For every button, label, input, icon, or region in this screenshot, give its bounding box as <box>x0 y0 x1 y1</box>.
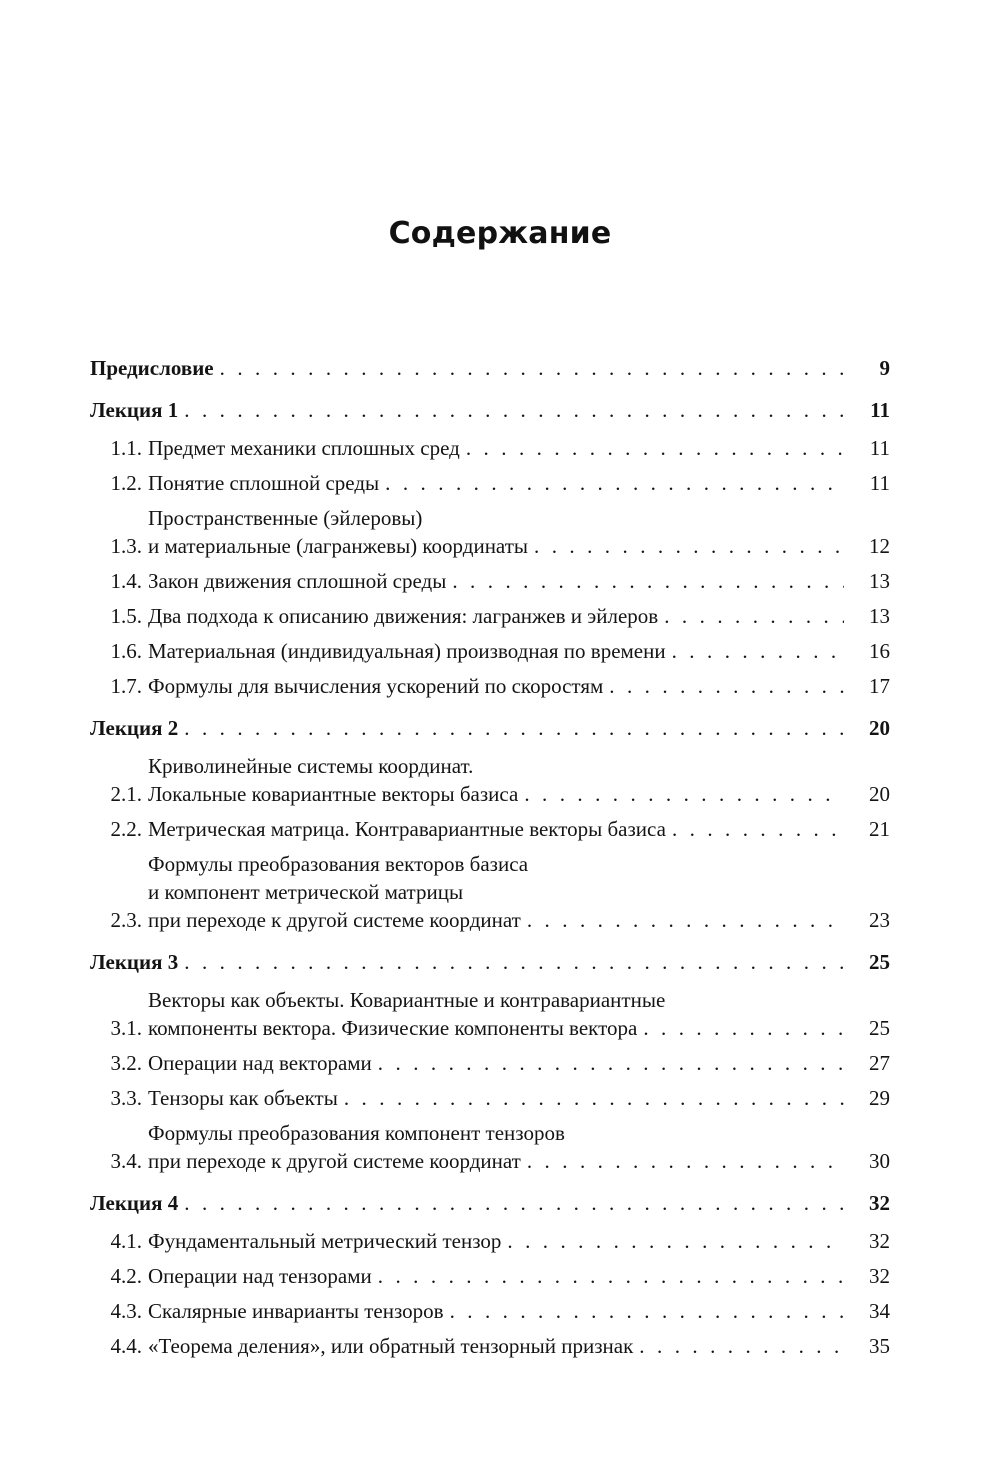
toc-section-title-line: Криволинейные системы координат. <box>148 754 474 778</box>
dot-leader <box>664 602 844 630</box>
toc-page-number: 35 <box>869 1334 890 1358</box>
toc-page-number: 29 <box>869 1086 890 1110</box>
toc-entry-title: Лекция 4 <box>90 1191 179 1215</box>
toc-entry-preface[interactable] <box>90 354 890 382</box>
dot-leader <box>672 637 844 665</box>
toc-entry-section[interactable] <box>90 434 890 462</box>
toc-section-title-line: и материальные (лагранжевы) координаты <box>148 534 528 558</box>
toc-page-number: 32 <box>869 1264 890 1288</box>
toc-page-number: 34 <box>869 1299 890 1323</box>
toc-section-body <box>148 752 890 808</box>
table-of-contents <box>90 352 890 1360</box>
toc-section-body <box>148 672 890 700</box>
toc-page-number: 20 <box>869 782 890 806</box>
toc-section-last-line <box>148 532 890 560</box>
toc-section-title-line: «Теорема деления», или обратный тензорный признак <box>148 1334 634 1358</box>
toc-section-last-line <box>148 602 890 630</box>
toc-section-body <box>148 1262 890 1290</box>
toc-section-number: 3.2. <box>110 1051 142 1075</box>
toc-entry-section[interactable] <box>90 1049 890 1077</box>
toc-page-number: 27 <box>869 1051 890 1075</box>
toc-section-body <box>148 637 890 665</box>
toc-page-number: 21 <box>869 817 890 841</box>
toc-section-number: 1.4. <box>110 569 142 593</box>
toc-section-title-line: Фундаментальный метрический тензор <box>148 1229 502 1253</box>
toc-section-number: 3.4. <box>110 1149 142 1173</box>
toc-section-number: 4.1. <box>110 1229 142 1253</box>
dot-leader <box>184 1189 844 1217</box>
toc-section-number: 2.3. <box>110 908 142 932</box>
toc-section-last-line <box>148 906 890 934</box>
toc-section-title-line: Формулы для вычисления ускорений по скоростям <box>148 674 604 698</box>
toc-section-last-line <box>148 672 890 700</box>
toc-section-body <box>148 1119 890 1175</box>
toc-page-number: 13 <box>869 604 890 628</box>
toc-section-title-line: Локальные ковариантные векторы базиса <box>148 782 519 806</box>
toc-section-last-line <box>148 1262 890 1290</box>
toc-page-number: 20 <box>869 716 890 740</box>
dot-leader <box>378 1049 844 1077</box>
toc-section-title-line: Метрическая матрица. Контравариантные векторы базиса <box>148 817 666 841</box>
dot-leader <box>184 948 844 976</box>
toc-section-last-line <box>148 1147 890 1175</box>
toc-section-number: 4.3. <box>110 1299 142 1323</box>
toc-section-title-line: Скалярные инварианты тензоров <box>148 1299 444 1323</box>
toc-section-last-line <box>148 1014 890 1042</box>
toc-section-title-line: Векторы как объекты. Ковариантные и контравариантные <box>148 988 666 1012</box>
dot-leader <box>452 567 844 595</box>
toc-entry-section[interactable] <box>90 469 890 497</box>
toc-section-body <box>148 1297 890 1325</box>
toc-entry-section[interactable] <box>90 986 890 1042</box>
dot-leader <box>344 1084 844 1112</box>
toc-page-number: 11 <box>870 398 890 422</box>
toc-section-last-line <box>148 1227 890 1255</box>
toc-page-number: 25 <box>869 1016 890 1040</box>
toc-section-title-line: Понятие сплошной среды <box>148 471 380 495</box>
toc-page-number: 32 <box>869 1191 890 1215</box>
toc-entry-lecture[interactable] <box>90 1189 890 1217</box>
toc-section-title-line: при переходе к другой системе координат <box>148 908 521 932</box>
toc-entry-lecture[interactable] <box>90 948 890 976</box>
toc-section-last-line <box>148 567 890 595</box>
toc-section-title-line: Материальная (индивидуальная) производная по времени <box>148 639 666 663</box>
toc-section-last-line <box>148 1297 890 1325</box>
toc-section-number: 3.3. <box>110 1086 142 1110</box>
toc-section-title-line: Формулы преобразования векторов базиса <box>148 852 529 876</box>
toc-section-body <box>148 434 890 462</box>
toc-section-last-line <box>148 1332 890 1360</box>
toc-section-body <box>148 1084 890 1112</box>
toc-section-last-line <box>148 1084 890 1112</box>
toc-section-title-line: Пространственные (эйлеровы) <box>148 506 423 530</box>
toc-section-body <box>148 504 890 560</box>
toc-section-number: 2.1. <box>110 782 142 806</box>
toc-section-title-line: Предмет механики сплошных сред <box>148 436 460 460</box>
toc-section-body <box>148 986 890 1042</box>
dot-leader <box>534 532 844 560</box>
toc-section-title-line: Формулы преобразования компонент тензоров <box>148 1121 565 1145</box>
toc-entry-title: Лекция 3 <box>90 950 179 974</box>
dot-leader <box>643 1014 844 1042</box>
toc-section-body <box>148 1227 890 1255</box>
toc-page-number: 32 <box>869 1229 890 1253</box>
dot-leader <box>385 469 844 497</box>
dot-leader <box>524 780 844 808</box>
toc-entry-section[interactable] <box>90 672 890 700</box>
dot-leader <box>639 1332 844 1360</box>
toc-entry-section[interactable] <box>90 1332 890 1360</box>
toc-entry-section[interactable] <box>90 850 890 934</box>
toc-page-number: 17 <box>869 674 890 698</box>
toc-entry-section[interactable] <box>90 567 890 595</box>
dot-leader <box>184 714 844 742</box>
toc-section-last-line <box>148 637 890 665</box>
toc-section-number: 4.4. <box>110 1334 142 1358</box>
toc-section-body <box>148 567 890 595</box>
toc-section-last-line <box>148 469 890 497</box>
toc-entry-section[interactable] <box>90 504 890 560</box>
toc-section-last-line <box>148 780 890 808</box>
toc-entry-section[interactable] <box>90 602 890 630</box>
dot-leader <box>220 354 844 382</box>
toc-section-title-line: Операции над тензорами <box>148 1264 372 1288</box>
toc-section-title-line: и компонент метрической матрицы <box>148 880 464 904</box>
dot-leader <box>527 906 844 934</box>
dot-leader <box>507 1227 844 1255</box>
toc-section-title-line: компоненты вектора. Физические компоненты вектора <box>148 1016 638 1040</box>
toc-entry-title: Лекция 1 <box>90 398 179 422</box>
toc-section-number: 1.2. <box>110 471 142 495</box>
toc-page-number: 11 <box>869 471 890 495</box>
toc-section-number: 1.3. <box>110 534 142 558</box>
dot-leader <box>466 434 844 462</box>
dot-leader <box>527 1147 844 1175</box>
toc-section-last-line <box>148 434 890 462</box>
toc-entry-section[interactable] <box>90 637 890 665</box>
dot-leader <box>184 396 844 424</box>
toc-section-title-line: Два подхода к описанию движения: лагранжев и эйлеров <box>148 604 659 628</box>
toc-section-number: 1.7. <box>110 674 142 698</box>
toc-entry-section[interactable] <box>90 1262 890 1290</box>
toc-section-body <box>148 1049 890 1077</box>
toc-section-title-line: Операции над векторами <box>148 1051 372 1075</box>
toc-entry-section[interactable] <box>90 1084 890 1112</box>
toc-section-number: 1.6. <box>110 639 142 663</box>
toc-entry-lecture[interactable] <box>90 396 890 424</box>
toc-section-body <box>148 815 890 843</box>
toc-entry-title: Предисловие <box>90 356 214 380</box>
toc-page-number: 25 <box>869 950 890 974</box>
toc-page-number: 23 <box>869 908 890 932</box>
toc-page-number: 11 <box>869 436 890 460</box>
dot-leader <box>609 672 844 700</box>
toc-section-body <box>148 602 890 630</box>
toc-page-number: 9 <box>879 356 890 380</box>
toc-section-title-line: Тензоры как объекты <box>148 1086 338 1110</box>
toc-entry-section[interactable] <box>90 1227 890 1255</box>
toc-section-last-line <box>148 1049 890 1077</box>
toc-page-number: 13 <box>869 569 890 593</box>
toc-section-number: 1.1. <box>110 436 142 460</box>
dot-leader <box>378 1262 844 1290</box>
toc-entry-section[interactable] <box>90 815 890 843</box>
toc-section-number: 4.2. <box>110 1264 142 1288</box>
toc-section-body <box>148 469 890 497</box>
toc-section-body <box>148 850 890 934</box>
toc-section-number: 3.1. <box>110 1016 142 1040</box>
toc-entry-section[interactable] <box>90 1297 890 1325</box>
toc-section-number: 1.5. <box>110 604 142 628</box>
toc-section-title-line: Закон движения сплошной среды <box>148 569 447 593</box>
toc-section-number: 2.2. <box>110 817 142 841</box>
toc-entry-section[interactable] <box>90 1119 890 1175</box>
toc-page-number: 30 <box>869 1149 890 1173</box>
toc-entry-section[interactable] <box>90 752 890 808</box>
toc-section-title-line: при переходе к другой системе координат <box>148 1149 521 1173</box>
toc-section-last-line <box>148 815 890 843</box>
dot-leader <box>450 1297 844 1325</box>
toc-entry-lecture[interactable] <box>90 714 890 742</box>
toc-page-number: 16 <box>869 639 890 663</box>
toc-page-number: 12 <box>869 534 890 558</box>
toc-entry-title: Лекция 2 <box>90 716 179 740</box>
page-title: Содержание <box>388 216 612 251</box>
dot-leader <box>672 815 844 843</box>
toc-section-body <box>148 1332 890 1360</box>
